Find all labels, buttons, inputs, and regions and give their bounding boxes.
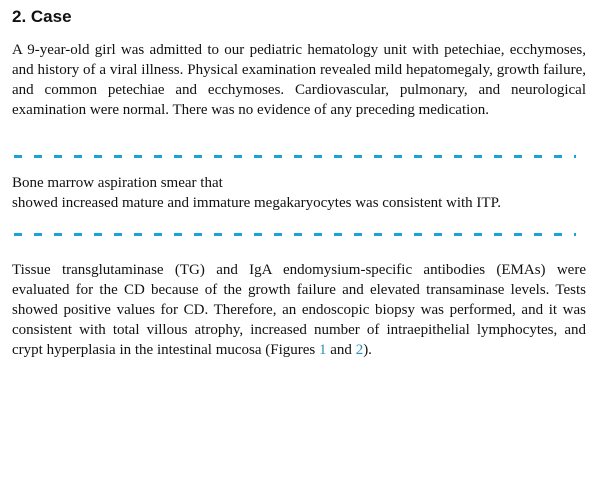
paragraph-serology-text: Tissue transglutaminase (TG) and IgA endomysium-specific antibodies (EMAs) were evaluated for the CD because of the growth failure and elevated transaminase levels. Tests showed positive values for CD. Therefore, an endoscopic biopsy was performed, and it was consistent with total villous atrophy, increased number of intraepithelial lymphocytes, and crypt hyperplasia in the intestinal mucosa (Figures [12, 262, 586, 358]
paragraph-and-text: and [326, 342, 356, 358]
bone-marrow-line-2: showed increased mature and immature megakaryocytes was consistent with ITP. [12, 195, 502, 211]
dashed-divider-top [14, 155, 576, 158]
figure-2-link[interactable]: 2 [355, 342, 364, 358]
paragraph-case-intro: A 9-year-old girl was admitted to our pediatric hematology unit with petechiae, ecchymoses, and history of a viral illness. Physical examination revealed mild hepatomegaly, growth failure, and common petechiae and ecchymoses. Cardiovascular, pulmonary, and neurological examination were normal. There was no evidence of any preceding medication. [12, 42, 586, 118]
paragraph-end-text: ). [363, 342, 372, 358]
paragraph-serology-biopsy [12, 260, 586, 360]
paragraph-bone-marrow [12, 173, 586, 213]
figure-1-link[interactable]: 1 [319, 342, 327, 358]
section-heading: 2. Case [12, 7, 72, 26]
dashed-divider-bottom [14, 233, 576, 236]
bone-marrow-line-1: Bone marrow aspiration smear that [12, 175, 223, 191]
